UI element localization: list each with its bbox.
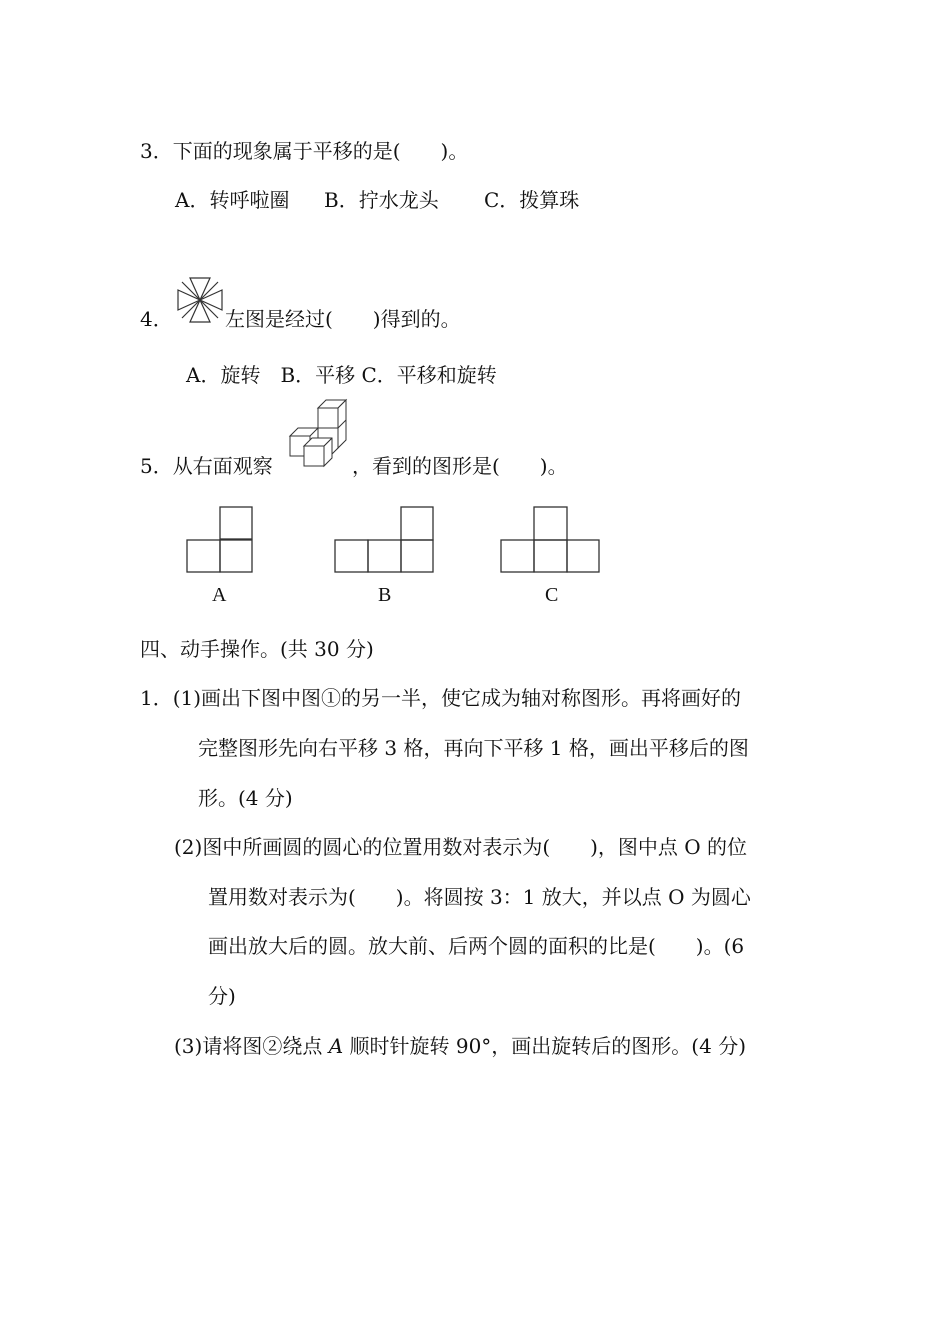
q1-part1-line3: 形。(4 分) [198,786,293,810]
q4-number: 4． [140,307,173,331]
q3-stem: 3．下面的现象属于平移的是( )。 [140,139,469,163]
q1-part3-point: A [328,1034,344,1058]
q5-figure-a [186,506,254,574]
q1-part3 [174,1036,746,1056]
q5-stem-a: 5．从右面观察 [140,454,273,478]
q5-label-a: A [212,584,227,606]
q5-label-b: B [378,584,392,606]
q1-part2-line2: 置用数对表示为( )。将圆按 3：1 放大，并以点 O 为圆心 [208,885,751,909]
q5-figure-b [334,506,435,574]
q1-part3-post: 顺时针旋转 90°，画出旋转后的图形。(4 分) [343,1034,746,1058]
q3-option-a: A．转呼啦圈 [175,188,290,212]
q4-options: A．旋转 B．平移 C．平移和旋转 [186,363,497,387]
pinwheel-figure [176,276,224,324]
q1-part1-line1: 1．(1)画出下图中图①的另一半，使它成为轴对称图形。再将画好的 [140,686,742,710]
q1-part3-pre: (3)请将图②绕点 [174,1034,329,1058]
q3-option-b: B．拧水龙头 [324,188,439,212]
q1-part1-line2: 完整图形先向右平移 3 格，再向下平移 1 格，画出平移后的图 [198,736,749,760]
q1-part2-line3: 画出放大后的圆。放大前、后两个圆的面积的比是( )。(6 [208,934,745,958]
q5-label-c: C [545,584,559,606]
q1-part2-line1: (2)图中所画圆的圆心的位置用数对表示为( )，图中点 O 的位 [174,835,748,859]
section-heading: 四、动手操作。(共 30 分) [140,637,374,661]
q4-stem: 左图是经过( )得到的。 [225,307,461,331]
q3-option-c: C．拨算珠 [484,188,580,212]
q5-stem-b: ，看到的图形是( )。 [352,454,568,478]
cube-stack-figure [288,400,350,470]
q5-figure-c [500,506,601,574]
q1-part2-line4: 分) [208,984,236,1008]
